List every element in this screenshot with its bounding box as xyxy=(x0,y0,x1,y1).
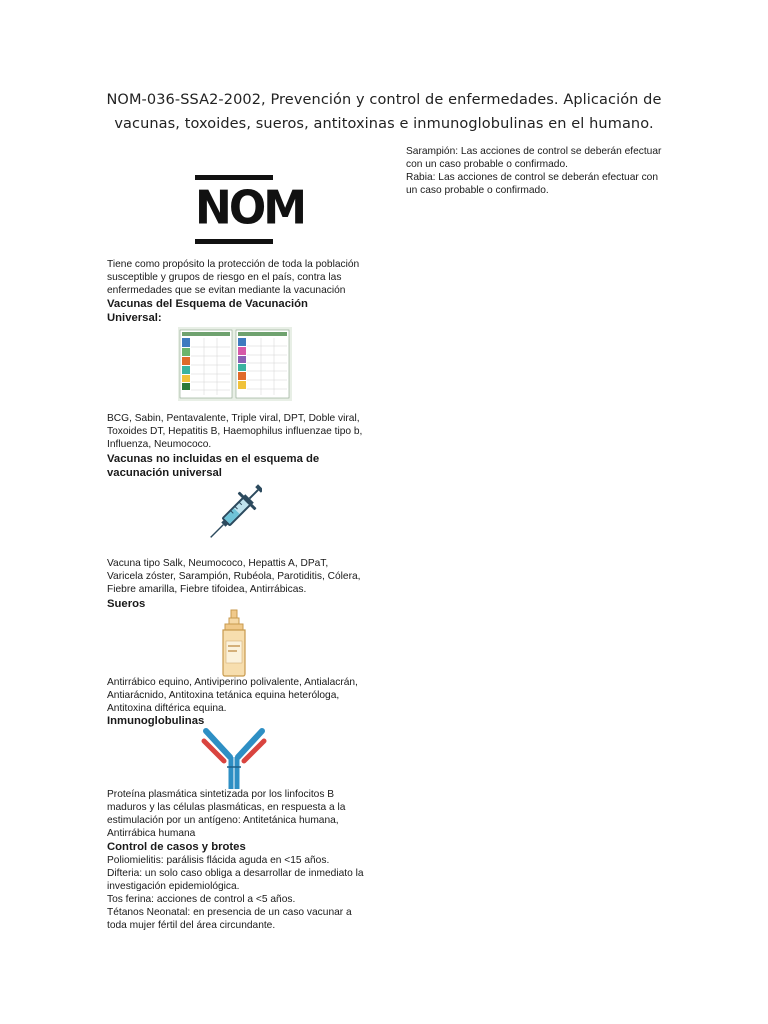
no-incluidas-body xyxy=(107,557,387,596)
body-line: Influenza, Neumococo. xyxy=(107,439,212,450)
body-line: maduros y las células plasmáticas, en respuesta a la xyxy=(107,802,346,813)
inmuno-heading xyxy=(107,714,377,728)
body-line: Proteína plasmática sintetizada por los linfocitos B xyxy=(107,789,335,800)
body-line: Difteria: un solo caso obliga a desarrollar de inmediato la xyxy=(107,868,364,879)
title-line-2: vacunas, toxoides, sueros, antitoxinas e inmunoglobulinas en el humano. xyxy=(114,116,654,132)
right-column-text xyxy=(406,145,666,197)
body-line: Poliomielitis: parálisis flácida aguda en <15 años. xyxy=(107,855,330,866)
body-line: Toxoides DT, Hepatitis B, Haemophilus influenzae tipo b, xyxy=(107,426,363,437)
syringe-icon xyxy=(206,478,262,550)
nom-logo-text: NOM xyxy=(195,181,305,236)
nom-logo xyxy=(195,175,305,245)
intro-line: susceptible y grupos de riesgo en el país, contra las xyxy=(107,272,342,283)
intro-paragraph xyxy=(107,258,377,297)
inmuno-body xyxy=(107,788,387,840)
body-line: BCG, Sabin, Pentavalente, Triple viral, DPT, Doble viral, xyxy=(107,413,360,424)
body-line: Tétanos Neonatal: en presencia de un caso vacunar a xyxy=(107,907,352,918)
nom-logo-bottom-bar xyxy=(195,239,273,244)
body-line: un caso probable o confirmado. xyxy=(406,185,549,196)
heading-line: Inmunoglobulinas xyxy=(107,715,205,727)
heading-line: Vacunas del Esquema de Vacunación xyxy=(107,298,308,310)
vial-icon xyxy=(218,609,250,677)
body-line: investigación epidemiológica. xyxy=(107,881,240,892)
heading-line: Control de casos y brotes xyxy=(107,841,246,853)
antibody-icon xyxy=(200,727,268,791)
body-line: Tos ferina: acciones de control a <5 años. xyxy=(107,894,296,905)
body-line: Antiarácnido, Antitoxina tetánica equina heteróloga, xyxy=(107,690,340,701)
body-line: Rabia: Las acciones de control se deberán efectuar con xyxy=(406,172,659,183)
document-title xyxy=(60,88,708,136)
body-line: estimulación por un antígeno: Antitetánica humana, xyxy=(107,815,339,826)
universal-heading xyxy=(107,297,377,325)
title-line-1: NOM-036-SSA2-2002, Prevención y control de enfermedades. Aplicación de xyxy=(106,92,662,108)
control-heading xyxy=(107,840,377,854)
nom-logo-top-bar xyxy=(195,175,273,180)
no-incluidas-heading xyxy=(107,452,377,480)
body-line: Antirrábica humana xyxy=(107,828,196,839)
heading-line: vacunación universal xyxy=(107,467,222,479)
body-line: Varicela zóster, Sarampión, Rubéola, Parotiditis, Cólera, xyxy=(107,571,361,582)
body-line: toda mujer fértil del área circundante. xyxy=(107,920,276,931)
intro-line: Tiene como propósito la protección de toda la población xyxy=(107,259,360,270)
control-body xyxy=(107,854,387,932)
body-line: Antirrábico equino, Antiviperino polivalente, Antialacrán, xyxy=(107,677,358,688)
body-line: Vacuna tipo Salk, Neumococo, Hepattis A, DPaT, xyxy=(107,558,329,569)
heading-line: Vacunas no incluidas en el esquema de xyxy=(107,453,320,465)
vaccine-chart-image xyxy=(178,327,292,401)
intro-line: enfermedades que se evitan mediante la vacunación xyxy=(107,285,346,296)
heading-line: Sueros xyxy=(107,598,146,610)
body-line: Sarampión: Las acciones de control se deberán efectuar xyxy=(406,146,662,157)
heading-line: Universal: xyxy=(107,312,162,324)
body-line: con un caso probable o confirmado. xyxy=(406,159,568,170)
sueros-body xyxy=(107,676,387,715)
body-line: Fiebre amarilla, Fiebre tifoidea, Antirrábicas. xyxy=(107,584,307,595)
universal-body xyxy=(107,412,387,451)
body-line: Antitoxina diftérica equina. xyxy=(107,703,227,714)
